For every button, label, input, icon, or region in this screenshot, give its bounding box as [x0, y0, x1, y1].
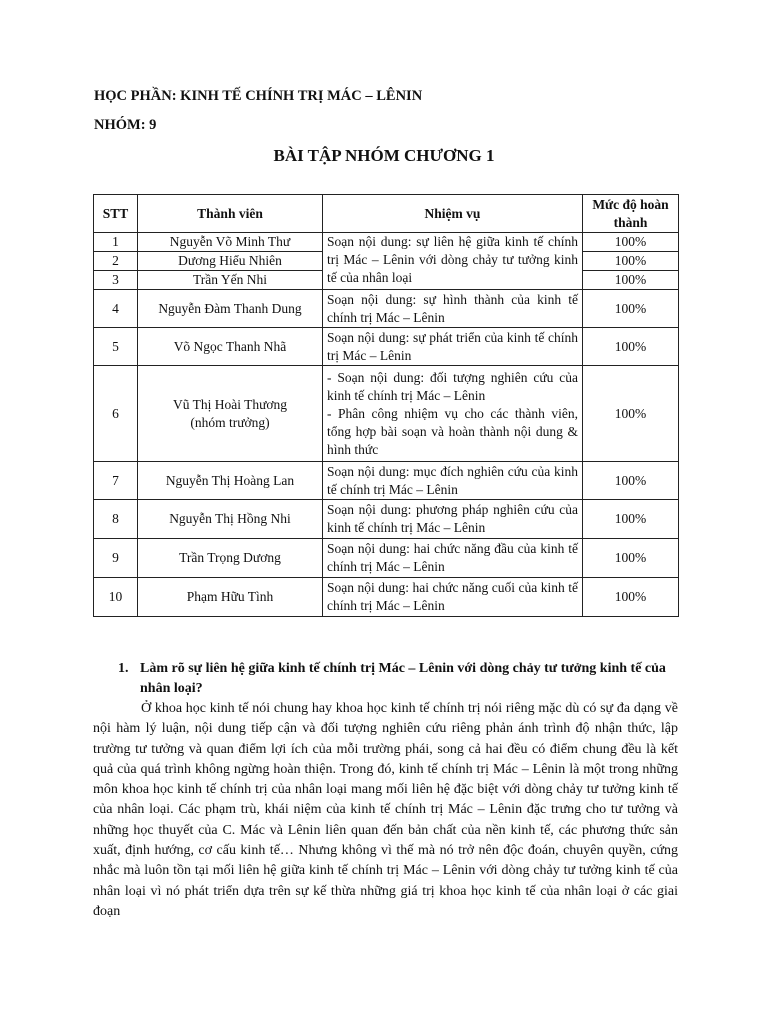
cell-stt: 10: [94, 578, 138, 617]
column-header: Mức độ hoàn thành: [583, 195, 679, 233]
table-row: [94, 578, 679, 617]
column-header: STT: [94, 195, 138, 233]
answer-paragraph: Ở khoa học kinh tế nói chung hay khoa học kinh tế chính trị nói riêng mặc dù có sự đa dạng về nội hàm lý luận, nội dung tiếp cận và đối tượng nghiên cứu riêng phản ánh trình độ nhận thức, lập trường tư tưởng và quan điểm lợi ích của mỗi trường phái, song cả hai đều có điểm chung đều là kết quả của quá trình không ngừng hoàn thiện. Trong đó, kinh tế chính trị Mác – Lênin là một trong những môn khoa học kinh tế chính trị của nhân loại mang mối liên hệ đặc biệt với dòng chảy tư tưởng kinh tế của nhân loại. Các phạm trù, khái niệm của kinh tế chính trị Mác – Lênin đặc trưng cho tư tưởng và những học thuyết của C. Mác và Lênin liên quan đến bản chất của nền kinh tế, các phương thức sản xuất, định hướng, cơ cấu kinh tế… Nhưng không vì thế mà nó trở nên độc đoán, chuyên quyền, cứng nhắc mà luôn tồn tại mối liên hệ giữa kinh tế chính trị Mác – Lênin với dòng chảy tư tưởng kinh tế của nhân loại vì nó phát triển dựa trên sự kế thừa những giá trị khoa học kinh tế của nhân loại ở các giai đoạn: [93, 701, 678, 919]
document-title: BÀI TẬP NHÓM CHƯƠNG 1: [273, 146, 495, 165]
cell-task: Soạn nội dung: hai chức năng cuối của kinh tế chính trị Mác – Lênin: [323, 578, 583, 617]
cell-stt: 1: [94, 233, 138, 252]
group-heading: NHÓM: 9: [94, 117, 157, 133]
cell-task: Soạn nội dung: sự phát triển của kinh tế chính trị Mác – Lênin: [323, 328, 583, 366]
cell-completion: 100%: [583, 271, 679, 290]
cell-stt: 7: [94, 462, 138, 500]
cell-task: Soạn nội dung: sự liên hệ giữa kinh tế chính trị Mác – Lênin với dòng chảy tư tưởng kinh tế của nhân loại: [323, 233, 583, 290]
table-row: [94, 328, 679, 366]
cell-completion: 100%: [583, 290, 679, 328]
cell-stt: 9: [94, 539, 138, 578]
cell-completion: 100%: [583, 539, 679, 578]
cell-completion: 100%: [583, 578, 679, 617]
question-number: 1.: [118, 661, 129, 676]
course-heading: HỌC PHẦN: KINH TẾ CHÍNH TRỊ MÁC – LÊNIN: [94, 88, 423, 104]
cell-member: Nguyễn Võ Minh Thư: [138, 233, 323, 252]
cell-completion: 100%: [583, 233, 679, 252]
cell-completion: 100%: [583, 252, 679, 271]
cell-member: Trần Trọng Dương: [138, 539, 323, 578]
cell-member: Trần Yến Nhi: [138, 271, 323, 290]
cell-member: Dương Hiểu Nhiên: [138, 252, 323, 271]
cell-completion: 100%: [583, 328, 679, 366]
cell-task: Soạn nội dung: hai chức năng đầu của kinh tế chính trị Mác – Lênin: [323, 539, 583, 578]
table-row: [94, 233, 679, 252]
cell-stt: 2: [94, 252, 138, 271]
table-header-row: [94, 195, 679, 233]
cell-task: Soạn nội dung: phương pháp nghiên cứu của kinh tế chính trị Mác – Lênin: [323, 500, 583, 539]
task-line: - Soạn nội dung: đối tượng nghiên cứu của kinh tế chính trị Mác – Lênin: [327, 369, 578, 403]
cell-member: Võ Ngọc Thanh Nhã: [138, 328, 323, 366]
cell-stt: 3: [94, 271, 138, 290]
column-header: Nhiệm vụ: [323, 195, 583, 233]
cell-task: [323, 366, 583, 462]
cell-completion: 100%: [583, 366, 679, 462]
table-row: [94, 500, 679, 539]
cell-member: Nguyễn Đàm Thanh Dung: [138, 290, 323, 328]
cell-member: Nguyễn Thị Hoàng Lan: [138, 462, 323, 500]
cell-stt: 6: [94, 366, 138, 462]
cell-stt: 8: [94, 500, 138, 539]
column-header: Thành viên: [138, 195, 323, 233]
table-row: [94, 462, 679, 500]
cell-member: Nguyễn Thị Hồng Nhi: [138, 500, 323, 539]
cell-member: Phạm Hữu Tình: [138, 578, 323, 617]
table-row: [94, 366, 679, 462]
cell-task: Soạn nội dung: sự hình thành của kinh tế chính trị Mác – Lênin: [323, 290, 583, 328]
task-table: [93, 194, 679, 617]
cell-completion: 100%: [583, 462, 679, 500]
table-row: [94, 290, 679, 328]
member-note: (nhóm trưởng): [190, 414, 270, 430]
member-name: Vũ Thị Hoài Thương: [172, 396, 288, 412]
answer-body: [93, 699, 678, 922]
table-row: [94, 539, 679, 578]
question-text: Làm rõ sự liên hệ giữa kinh tế chính trị Mác – Lênin với dòng chảy tư tưởng kinh tế của nhân loại?: [140, 661, 666, 696]
cell-stt: 4: [94, 290, 138, 328]
cell-completion: 100%: [583, 500, 679, 539]
cell-member: [138, 366, 323, 462]
cell-stt: 5: [94, 328, 138, 366]
cell-task: Soạn nội dung: mục đích nghiên cứu của kinh tế chính trị Mác – Lênin: [323, 462, 583, 500]
task-line: - Phân công nhiệm vụ cho các thành viên, tổng hợp bài soạn và hoàn thành nội dung & hình thức: [327, 405, 578, 457]
